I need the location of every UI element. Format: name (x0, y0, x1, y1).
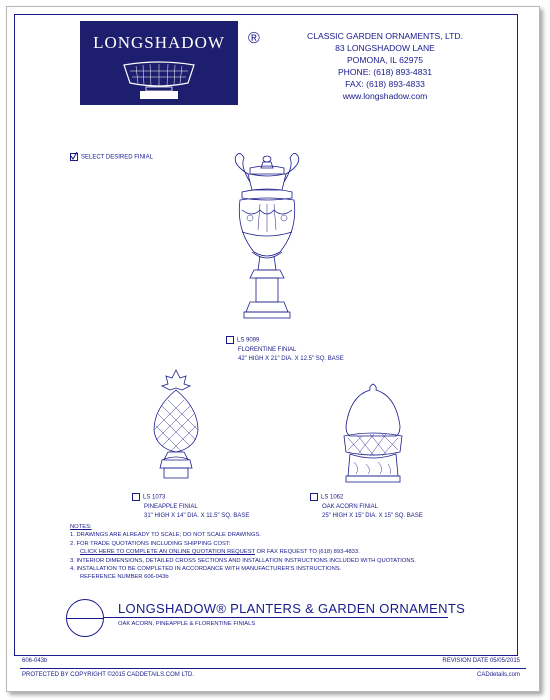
logo-registered-mark: ® (248, 30, 260, 47)
pineapple-checkbox[interactable] (132, 493, 140, 501)
title-underline (104, 617, 448, 618)
florentine-code: LS 9099 (237, 337, 260, 344)
logo-planter-graphic (80, 21, 238, 105)
company-fax: FAX: (618) 893-4833 (345, 79, 425, 89)
pineapple-dims: 31" HIGH X 14" DIA. X 11.5" SQ. BASE (144, 512, 250, 519)
company-info (300, 30, 470, 102)
detail-circle-icon (66, 599, 104, 637)
note-4: 4. INSTALLATION TO BE COMPLETED IN ACCORDANCE WITH MANUFACTURER'S INSTRUCTIONS. (70, 566, 342, 573)
florentine-name: FLORENTINE FINIAL (238, 346, 297, 353)
revision-date: REVISION DATE 05/05/2015 (442, 658, 520, 664)
florentine-label (226, 336, 344, 364)
oak-acorn-finial-drawing (336, 382, 410, 486)
oak-acorn-checkbox[interactable] (310, 493, 318, 501)
note-2-fax: OR FAX REQUEST TO (618) 893-4833. (256, 549, 360, 556)
pineapple-label (132, 493, 249, 521)
oak-acorn-name: OAK ACORN FINIAL (322, 503, 379, 510)
note-2: 2. FOR TRADE QUOTATIONS INCLUDING SHIPPING COST: (70, 540, 231, 547)
company-city: POMONA, IL 62975 (346, 55, 424, 65)
logo-wordmark: LONGSHADOW (93, 33, 225, 52)
quotation-request-link[interactable]: CLICK HERE TO COMPLETE AN ONLINE QUOTATION REQUEST (80, 549, 256, 556)
pineapple-finial-drawing (144, 368, 208, 486)
florentine-dims: 42" HIGH X 21" DIA. X 12.5" SQ. BASE (238, 355, 344, 362)
notes-heading: NOTES: (70, 524, 92, 530)
caddetails-link[interactable]: CADdetails.com (476, 672, 520, 678)
company-name: CLASSIC GARDEN ORNAMENTS, LTD. (307, 31, 463, 41)
company-website[interactable]: www.longshadow.com (342, 91, 428, 101)
longshadow-logo (80, 21, 238, 105)
notes-section (70, 523, 416, 582)
checked-checkbox-icon (70, 153, 78, 161)
note-3: 3. INTERIOR DIMENSIONS, DETAILED CROSS SECTIONS AND INSTALLATION INSTRUCTIONS INCLUDED WITH QUOTATIONS. (70, 557, 417, 564)
company-street: 83 LONGSHADOW LANE (335, 43, 435, 53)
select-finial-label: SELECT DESIRED FINIAL (81, 154, 153, 161)
title-subtitle: OAK ACORN, PINEAPPLE & FLORENTINE FINIALS (118, 621, 256, 627)
note-reference: REFERENCE NUMBER 606-043b (80, 574, 169, 581)
select-finial-note (70, 153, 153, 161)
footer-divider (20, 668, 526, 669)
note-1: 1. DRAWINGS ARE ALREADY TO SCALE; DO NOT SCALE DRAWINGS. (70, 532, 261, 539)
title-main: LONGSHADOW® PLANTERS & GARDEN ORNAMENTS (118, 601, 466, 616)
oak-acorn-label (310, 493, 423, 521)
pineapple-code: LS 1073 (143, 494, 166, 501)
florentine-checkbox[interactable] (226, 336, 234, 344)
oak-acorn-code: LS 1062 (321, 494, 344, 501)
pineapple-name: PINEAPPLE FINIAL (144, 503, 198, 510)
oak-acorn-dims: 25" HIGH X 15" DIA. X 15" SQ. BASE (322, 512, 423, 519)
title-block (66, 596, 466, 636)
company-phone: PHONE: (618) 893-4831 (337, 67, 433, 77)
florentine-finial-drawing (222, 152, 312, 322)
reference-number: 606-043b (22, 658, 48, 664)
copyright-text: PROTECTED BY COPYRIGHT ©2015 CADDETAILS.COM LTD. (22, 672, 195, 678)
